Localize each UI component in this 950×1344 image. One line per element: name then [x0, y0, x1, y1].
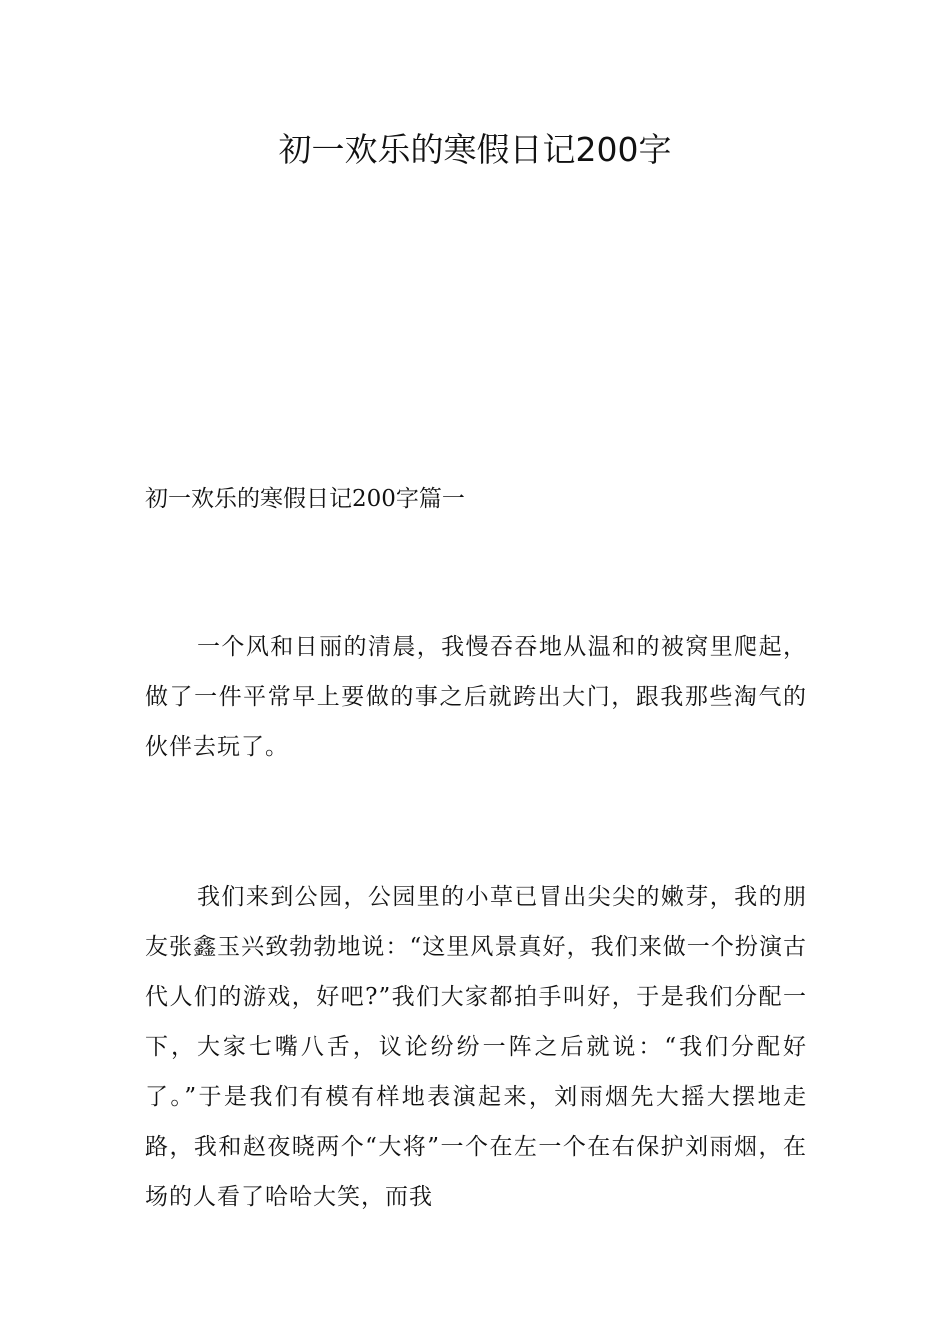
section-heading: 初一欢乐的寒假日记200字篇一 — [145, 486, 465, 512]
paragraph-1: 一个风和日丽的清晨，我慢吞吞地从温和的被窝里爬起，做了一件平常早上要做的事之后就跨出大门，跟我那些淘气的伙伴去玩了。 — [145, 634, 807, 760]
document-title: 初一欢乐的寒假日记200字 — [278, 130, 672, 169]
paragraph-2: 我们来到公园，公园里的小草已冒出尖尖的嫩芽，我的朋友张鑫玉兴致勃勃地说：“这里风景真好，我们来做一个扮演古代人们的游戏，好吧?”我们大家都拍手叫好，于是我们分配一下，大家七嘴八舌，议论纷纷一阵之后就说：“我们分配好了。”于是我们有模有样地表演起来，刘雨烟先大摇大摆地走路，我和赵夜晓两个“大将”一个在左一个在右保护刘雨烟，在场的人看了哈哈大笑，而我 — [145, 884, 807, 1210]
